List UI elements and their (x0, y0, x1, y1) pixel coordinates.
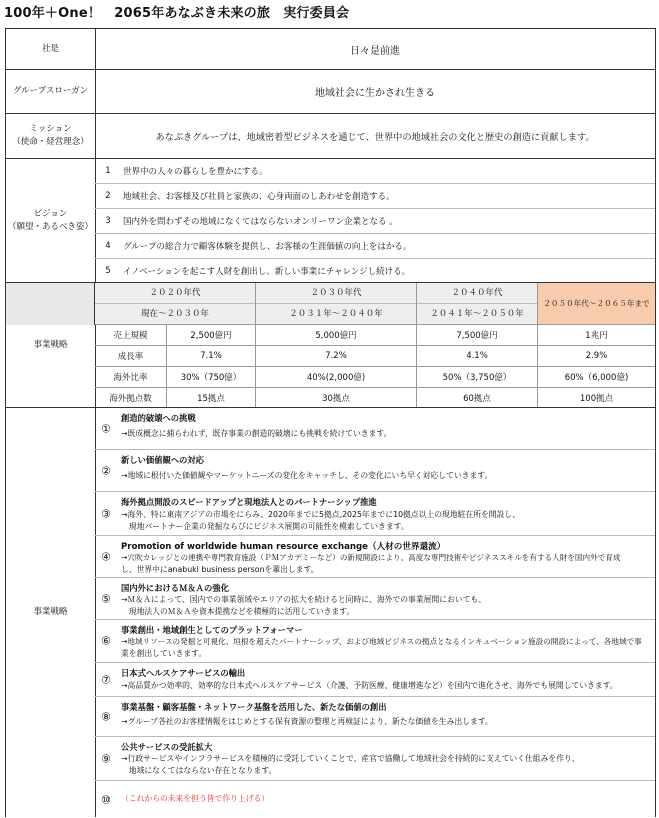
strategy-item (95, 408, 655, 450)
strategy-desc: し、世界中にanabuki business personを輩出します。 (121, 565, 319, 574)
decade-bottom: ２０５０年代～２０６５年まで (543, 299, 650, 308)
strategy-title: 日本式ヘルスケアサービスの輸出 (121, 668, 246, 678)
vision-num: 3 (105, 216, 111, 226)
strategy-title: 海外拠点開設のスピードアップと現地法人とのパートナーシップ推進 (121, 497, 377, 507)
strategy-desc: 地域になくてはならない存在となります。 (121, 766, 277, 775)
strategy-title: 創造的破壊への挑戦 (121, 413, 196, 423)
strategy-item (95, 737, 655, 781)
vision-label: ビジョン （願望・あるべき姿） (6, 159, 96, 282)
page-title: 100年＋One！ 2065年あなぶき未来の旅 実行委員会 (4, 6, 350, 21)
strategy-item (95, 663, 655, 697)
decade-top: ２０３０年代 (256, 283, 416, 304)
strategy-desc: →穴吹カレッジとの連携や専門教育施設（ＰＭアカデミーなど）の新規開設により、高度な専門技術やビジネススキルを有する人財を国内外で育成 (121, 553, 621, 562)
strategy-item (95, 697, 655, 737)
strategy-desc: →地域リソースの発掘と可視化、垣根を超えたパートナーシップ、および地域ビジネスの拠点となるインキュベーション施設の開設によって、各地域で事 (121, 637, 642, 646)
decade-header (256, 283, 417, 325)
vision-item (95, 234, 655, 259)
vision-item (95, 209, 655, 234)
cell-value: 7,500億円 (417, 325, 538, 346)
strategies-section (5, 407, 656, 817)
decade-top: ２０２０年代 (95, 283, 255, 304)
strategy-item (95, 578, 655, 620)
cell-value: 5,000億円 (256, 325, 417, 346)
strategy-number: ④ (101, 550, 111, 563)
strategy-desc: →行政サービスやインフラサービスを積極的に受託していくことで、産官で協働して地域社会を持続的に支えていく仕組みを作り、 (121, 754, 580, 763)
cell-value: 100拠点 (579, 393, 614, 404)
row-label: 成長率 (95, 346, 167, 367)
slogan-value: 地域社会に生かされ生きる (315, 88, 435, 99)
strategy-title: 事業基盤・顧客基盤・ネットワーク基盤を活用した、新たな価値の創出 (121, 702, 387, 712)
vision-item (95, 259, 655, 283)
strategy-number: ⑦ (101, 673, 111, 686)
cell-value: 7.2% (256, 346, 417, 367)
strategy-number: ⑤ (101, 592, 111, 605)
strategy-desc: →海外、特に東南アジアの市場をにらみ、2020年までに5拠点,2025年までに10拠点以上の現地駐在所を開設し、 (121, 510, 520, 519)
strategy-item (95, 781, 655, 818)
strategy-item (95, 620, 655, 663)
mission-label: ミッション （使命・経営理念） (6, 114, 96, 158)
strategy-number: ⑥ (101, 634, 111, 648)
strategy-number: ⑧ (101, 710, 111, 723)
decade-bottom: 現在～２０３０年 (140, 308, 209, 319)
vision-row (5, 158, 656, 283)
strategy-number: ① (101, 422, 111, 435)
strategy-title: 事業創出・地域創生としてのプラットフォーマー (121, 625, 303, 635)
decade-header (95, 283, 256, 325)
strategy-desc: →Ｍ＆Ａによって、国内での事業領域やエリアの拡大を続けると同時に、海外での事業展開においても、 (121, 595, 487, 604)
mission-value: あなぶきグループは、地域密着型ビジネスを通じて、世界中の地域社会の文化と歴史の創造に貢献します。 (155, 132, 595, 143)
mission-row (5, 113, 656, 159)
shaze-value: 日々是前進 (350, 45, 400, 57)
vision-text: 世界中の人々の暮らしを豊かにする。 (123, 167, 268, 177)
strategy-title: 国内外におけるＭ＆Ａの強化 (121, 583, 229, 593)
cell-value: 15拠点 (167, 388, 256, 407)
strategy-item (95, 492, 655, 536)
cell-value: 60拠点 (417, 388, 538, 407)
cell-value: 40%(2,000億) (256, 367, 417, 388)
decade-bottom: ２０３１年～２０４０年 (289, 308, 383, 319)
cell-value: 30拠点 (256, 388, 417, 407)
decade-top: ２０４０年代 (417, 283, 537, 304)
strategy-table (5, 282, 656, 408)
vision-item (95, 184, 655, 209)
cell-value: 50%（3,750億） (417, 367, 538, 388)
vision-num: 1 (105, 166, 111, 176)
strategy-desc: 現地法人のＭ＆Ａや資本提携などを積極的に活用していきます。 (121, 607, 355, 616)
vision-text: イノベーションを起こす人財を創出し、新しい事業にチャレンジし続ける。 (123, 267, 411, 277)
cell-value: 7.1% (167, 346, 256, 367)
strategy-desc: →高品質かつ効率的、効率的な日本式ヘルスケアサービス（介護、予防医療、健康増進など）を国内で進化させ、海外でも展開していきます。 (121, 681, 618, 690)
strategy-title: Promotion of worldwide human resource exchange（人材の世界還流） (121, 542, 446, 552)
cell-value: 1兆円 (538, 325, 655, 346)
strategy-desc: 現地パートナー企業の発掘ならびにビジネス展開の可能性を模索していきます。 (121, 522, 409, 531)
slogan-label: グループスローガン (6, 70, 96, 113)
decade-bottom: ２０４１年～２０５０年 (430, 308, 524, 319)
strategy-desc: →グループ各社のお客様情報をはじめとする保有資源の整理と再検証により、新たな価値を生み出します。 (121, 717, 493, 726)
cell-value: 30%（750億） (167, 367, 256, 388)
vision-text: 国内外を問わずその地域になくてはならないオンリーワン企業となる 。 (123, 217, 398, 227)
header-bg (6, 283, 95, 325)
vision-num: 2 (105, 191, 111, 201)
vision-num: 4 (105, 241, 111, 251)
strategy-number: ⑩ (101, 793, 111, 806)
strategy-desc: →地域に根付いた価値観やマーケットニーズの変化をキャッチし、その変化にいち早く対応していきます。 (121, 471, 493, 480)
strategies-label: 事業戦略 (6, 408, 96, 817)
cell-value: 60%（6,000億) (538, 367, 655, 388)
cell-value: 4.1% (417, 346, 538, 367)
decade-header-highlight (538, 283, 655, 325)
vision-text: 地域社会、お客様及び社員と家族の、心身両面のしあわせを創造する。 (123, 192, 395, 202)
strategy-item (95, 536, 655, 578)
vision-item (95, 159, 655, 184)
decade-header (417, 283, 538, 325)
shaze-row (5, 28, 656, 70)
strategy-number: ③ (101, 507, 111, 520)
vision-num: 5 (105, 266, 111, 276)
strategy-title: 公共サービスの受託拡大 (121, 742, 213, 752)
strategy-item (95, 450, 655, 492)
strategy-table-label: 事業戦略 (6, 283, 96, 407)
slogan-row (5, 69, 656, 114)
vision-text: グループの総合力で顧客体験を提供し、お客様の生涯価値の向上をはかる。 (123, 242, 412, 252)
strategy-desc: （これからの未来を担う皆で作り上げる） (121, 794, 270, 803)
strategy-desc: 業を創出していきます。 (121, 649, 207, 658)
row-label: 海外拠点数 (95, 388, 167, 407)
shaze-label: 社是 (6, 29, 96, 69)
row-label: 海外比率 (95, 367, 167, 388)
strategy-number: ⑨ (101, 752, 111, 765)
row-label: 売上規模 (95, 325, 167, 346)
strategy-number: ② (101, 464, 111, 477)
cell-value: 2.9% (538, 346, 655, 367)
strategy-title: 新しい価値観への対応 (121, 455, 204, 465)
strategy-desc: →既成概念に捕らわれず、既存事業の創造的破壊にも挑戦を続けていきます。 (121, 429, 392, 438)
cell-value: 2,500億円 (167, 325, 256, 346)
